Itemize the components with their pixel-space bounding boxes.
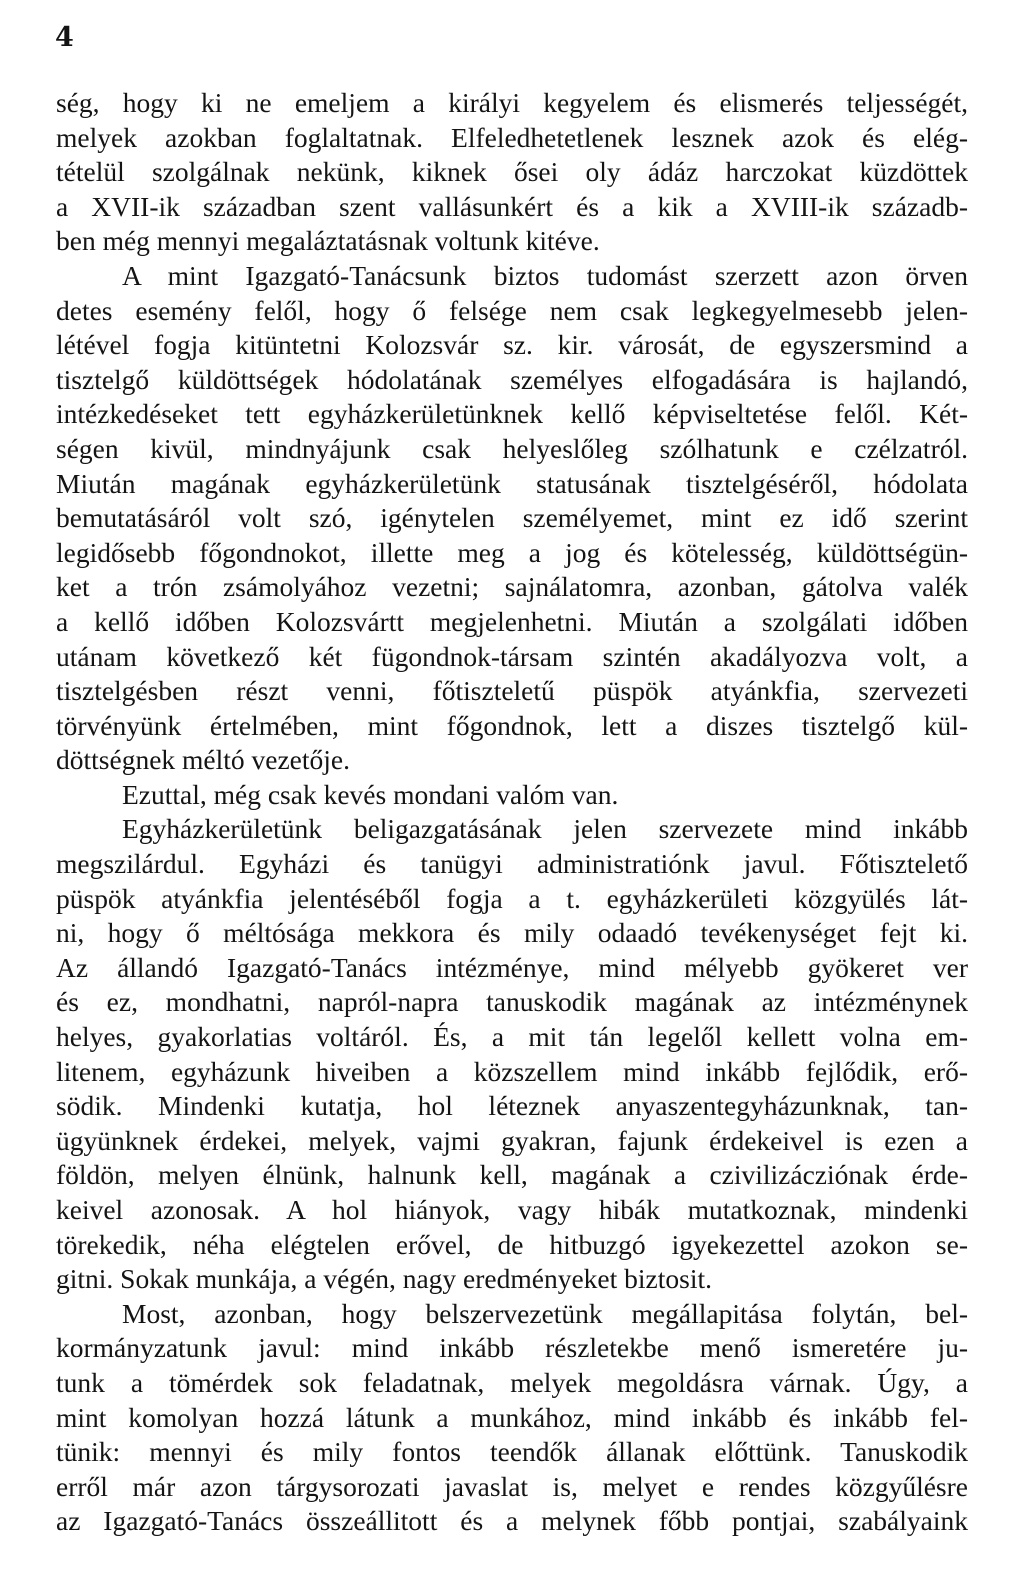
text-line: ségen kivül, mindnyájunk csak helyeslőleg szólhatunk e czélzatról. [56, 432, 968, 464]
text-line: tisztelgő küldöttségek hódolatának személyes elfogadására is hajlandó, [56, 363, 968, 395]
text-line: földön, melyen élnünk, halnunk kell, magának a czivilizácziónak érde- [56, 1159, 968, 1191]
text-line: legidősebb főgondnokot, illette meg a jog és kötelesség, küldöttségün- [56, 536, 968, 568]
text-line: helyes, gyakorlatias voltáról. És, a mit tán legelől kellett volna em- [56, 1021, 968, 1053]
text-line: ben még mennyi megaláztatásnak voltunk kitéve. [56, 225, 600, 257]
text-line: döttségnek méltó vezetője. [56, 744, 351, 776]
text-line: Ezuttal, még csak kevés mondani valóm van. [122, 778, 619, 810]
text-line: létével fogja kitüntetni Kolozsvár sz. kir. városát, de egyszersmind a [56, 329, 968, 361]
text-line: kormányzatunk javul: mind inkább részletekbe menő ismeretére ju- [56, 1332, 968, 1364]
text-line: tünik: mennyi és mily fontos teendők állanak előttünk. Tanuskodik [56, 1436, 968, 1468]
text-line: tételül szolgálnak nekünk, kiknek ősei oly ádáz harczokat küzdöttek [56, 156, 968, 188]
text-line: detes esemény felől, hogy ő felsége nem csak legkegyelmesebb jelen- [56, 294, 968, 326]
text-line: a kellő időben Kolozsvártt megjelenhetni. Miután a szolgálati időben [56, 605, 968, 637]
text-line: ség, hogy ki ne emeljem a királyi kegyelem és elismerés teljességét, [56, 87, 968, 118]
paragraph [56, 259, 968, 778]
paragraph [56, 778, 968, 813]
text-line: litenem, egyházunk hiveiben a közszellem mind inkább fejlődik, erő- [56, 1055, 968, 1087]
text-line: gitni. Sokak munkája, a végén, nagy eredményeket biztosit. [56, 1263, 712, 1295]
text-line: Miután magának egyházkerületünk statusának tisztelgéséről, hódolata [56, 467, 968, 499]
text-line: södik. Mindenki kutatja, hol léteznek anyaszentegyházunknak, tan- [56, 1090, 968, 1122]
text-line: A mint Igazgató-Tanácsunk biztos tudomást szerzett azon örven [122, 259, 968, 291]
text-line: melyek azokban foglaltatnak. Elfeledhetetlenek lesznek azok és elég- [56, 121, 968, 153]
text-line: törekedik, néha elégtelen erővel, de hitbuzgó igyekezettel azokon se- [56, 1228, 968, 1260]
text-line: ket a trón zsámolyához vezetni; sajnálatomra, azonban, gátolva valék [56, 571, 968, 603]
text-line: püspök atyánkfia jelentéséből fogja a t. egyházkerületi közgyülés lát- [56, 882, 968, 914]
text-line: ni, hogy ő méltósága mekkora és mily odaadó tevékenységet fejt ki. [56, 917, 968, 949]
text-line: tisztelgésben részt venni, főtiszteletű püspök atyánkfia, szervezeti [56, 675, 968, 707]
text-line: Egyházkerületünk beligazgatásának jelen szervezete mind inkább [122, 813, 968, 845]
paragraph [56, 812, 968, 1296]
text-line: a XVII-ik században szent vallásunkért és a kik a XVIII-ik századb- [56, 190, 968, 222]
paragraph [56, 86, 968, 259]
text-line: ügyünknek érdekei, melyek, vajmi gyakran, fajunk érdekeivel is ezen a [56, 1124, 968, 1156]
text-line: az Igazgató-Tanács összeállitott és a melynek főbb pontjai, szabályaink [56, 1505, 968, 1537]
text-line: Most, azonban, hogy belszervezetünk megállapitása folytán, bel- [122, 1297, 968, 1329]
text-line: keivel azonosak. A hol hiányok, vagy hibák mutatkoznak, mindenki [56, 1194, 968, 1225]
text-line: törvényünk értelmében, mint főgondnok, lett a diszes tisztelgő kül- [56, 709, 968, 741]
text-line: mint komolyan hozzá látunk a munkához, mind inkább és inkább fel- [56, 1401, 968, 1433]
body-text [56, 86, 968, 1539]
page-number: 4 [55, 22, 74, 53]
text-line: Az állandó Igazgató-Tanács intézménye, mind mélyebb gyökeret ver [56, 951, 968, 983]
paragraph [56, 1297, 968, 1539]
text-line: megszilárdul. Egyházi és tanügyi administratiónk javul. Főtisztelető [56, 848, 968, 880]
text-line: intézkedéseket tett egyházkerületünknek kellő képviseltetése felől. Két- [56, 398, 968, 430]
text-line: tunk a tömérdek sok feladatnak, melyek megoldásra várnak. Úgy, a [56, 1366, 968, 1398]
text-line: erről már azon tárgysorozati javaslat is, melyet e rendes közgyűlésre [56, 1470, 968, 1502]
text-line: bemutatásáról volt szó, igénytelen személyemet, mint ez idő szerint [56, 502, 968, 534]
text-line: utánam következő két fügondnok-társam szintén akadályozva volt, a [56, 640, 968, 672]
text-line: és ez, mondhatni, napról-napra tanuskodik magának az intézménynek [56, 986, 968, 1018]
